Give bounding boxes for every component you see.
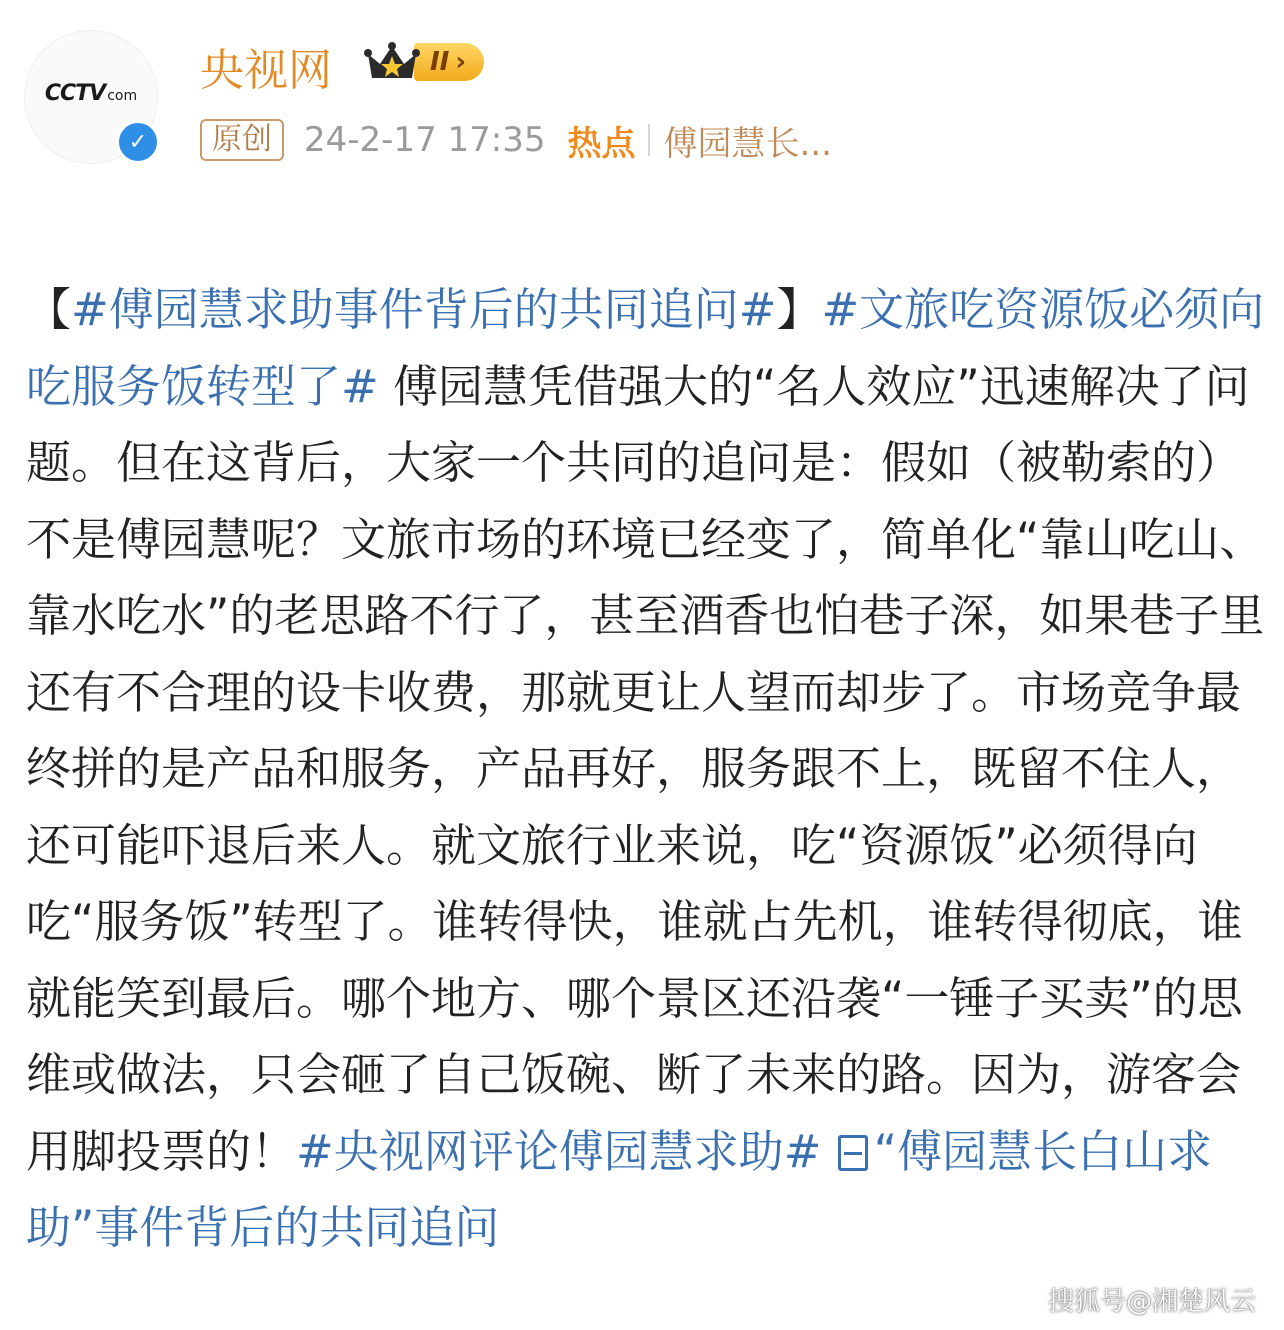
cctv-logo [45,81,137,106]
logo-sub-text: com [107,87,138,104]
account-name[interactable]: 央视网 [200,45,332,96]
hot-topic-link[interactable]: 傅园慧长... [663,123,832,164]
hashtag-link-3[interactable]: #央视网评论傅园慧求助# [296,1124,822,1178]
hot-label[interactable]: 热点 [567,123,636,164]
bracket-close: 】 [776,283,822,336]
verified-icon: ✓ [116,120,160,164]
divider [648,124,650,156]
hashtag-link-2[interactable]: #文旅吃资源饭必须向吃服务饭转型了# [26,283,1265,413]
bracket-open: 【 [26,283,72,336]
post-meta [200,118,832,162]
logo-main-text: CCTV [44,80,106,106]
article-link[interactable]: “傅园慧长白山求助”事件背后的共同追问 [26,1124,1213,1254]
post-body [26,272,1266,1267]
hashtag-link-1[interactable]: #傅园慧求助事件背后的共同追问# [71,283,777,336]
post-text: 傅园慧凭借强大的“名人效应”迅速解决了问题。但在这背后，大家一个共同的追问是：假如（被勒索的）不是傅园慧呢？文旅市场的环境已经变了，简单化“靠山吃山、靠水吃水”的老思路不行了，甚至酒香也怕巷子深，如果巷子里还有不合理的设卡收费，那就更让人望而却步了。市场竞争最终拼的是产品和服务，产品再好，服务跟不上，既留不住人，还可能吓退后来人。就文旅行业来说，吃“资源饭”必须得向吃“服务饭”转型了。谁转得快，谁就占先机，谁转得彻底，谁就能笑到最后。哪个地方、哪个景区还沿袭“一锤子买卖”的思维或做法，只会砸了自己饭碗、断了未来的路。因为，游客会用脚投票的！ [26,359,1265,1178]
watermark: 搜狐号@湘楚风云 [1047,1287,1256,1317]
crown-icon [364,40,420,84]
post-time: 24-2-17 17:35 [304,120,546,160]
article-link-icon [838,1135,868,1171]
chevron-right-icon: › [455,47,467,77]
original-badge: 原创 [200,119,284,161]
vip-level: II [430,47,450,77]
vip-badge[interactable] [364,40,484,84]
vip-level-tag [414,43,484,81]
